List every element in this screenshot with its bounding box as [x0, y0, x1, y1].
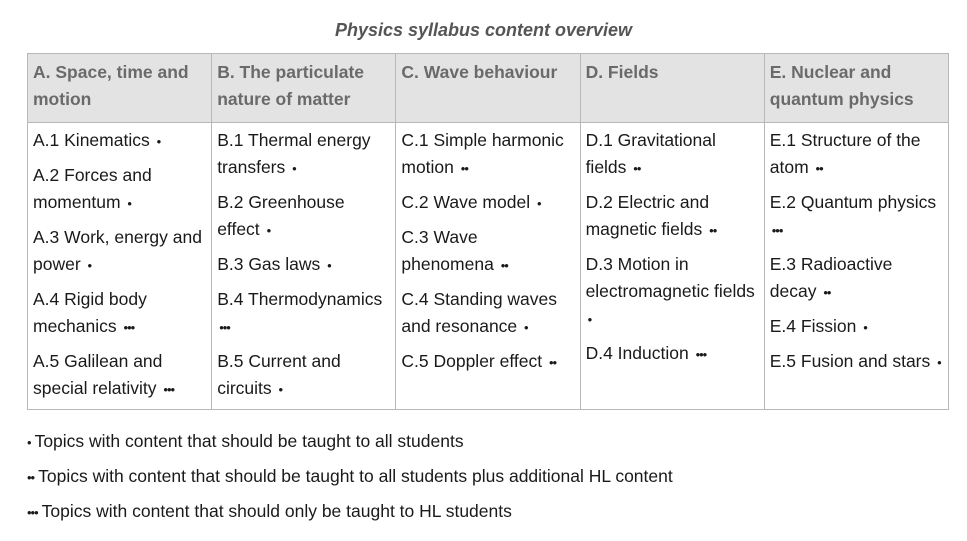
legend-marker: ••: [27, 470, 35, 485]
topic-level-marker: •••: [219, 320, 230, 335]
topic-label: B.5 Current and circuits: [217, 351, 341, 398]
topic-level-marker: •: [327, 258, 331, 273]
column-header: D. Fields: [580, 54, 764, 123]
topic-level-marker: •: [587, 312, 592, 327]
topics-row: [28, 123, 949, 410]
topic-label: B.4 Thermodynamics: [217, 289, 383, 309]
topic-label: C.2 Wave model: [401, 192, 531, 212]
topic-level-marker: •: [536, 196, 541, 211]
topic-cell-d: [580, 123, 764, 410]
topic-level-marker: ••: [815, 161, 823, 176]
topic-level-marker: •: [292, 161, 296, 176]
topic-level-marker: •••: [163, 382, 175, 397]
legend-item-hl-only: [27, 498, 673, 533]
topic-label: D.1 Gravitational fields: [585, 130, 716, 177]
topic-label: B.1 Thermal energy transfers: [217, 130, 371, 177]
topic-item: [401, 189, 574, 217]
topic-label: C.5 Doppler effect: [401, 351, 543, 371]
topic-level-marker: •: [278, 382, 283, 397]
legend-text: Topics with content that should be taught to all students plus additional HL content: [38, 466, 673, 486]
topic-item: [217, 286, 390, 341]
topic-item: [33, 224, 206, 279]
legend-item-sl-plus-hl: [27, 463, 673, 498]
topic-level-marker: ••: [500, 258, 508, 273]
topic-item: [770, 251, 943, 306]
topic-item: [401, 127, 574, 182]
legend-item-sl-hl: [27, 428, 673, 463]
topic-cell-e: [764, 123, 948, 410]
topic-label: D.3 Motion in electromagnetic fields: [585, 254, 755, 301]
topic-label: C.4 Standing waves and resonance: [401, 289, 558, 336]
topic-level-marker: ••: [548, 355, 557, 370]
topic-level-marker: ••: [823, 285, 831, 300]
topic-level-marker: •••: [695, 347, 707, 362]
topic-item: [586, 127, 759, 182]
topic-label: C.3 Wave phenomena: [401, 227, 494, 274]
topic-level-marker: •: [937, 355, 941, 370]
topic-cell-a: [28, 123, 212, 410]
topic-item: [217, 189, 390, 244]
column-header: C. Wave behaviour: [396, 54, 580, 123]
header-row: [28, 54, 949, 123]
topic-level-marker: ••: [633, 161, 641, 176]
topic-item: [770, 189, 943, 244]
topic-item: [401, 224, 574, 279]
topic-item: [33, 162, 206, 217]
topic-cell-c: [396, 123, 580, 410]
topic-label: A.1 Kinematics: [33, 130, 150, 150]
legend-marker: •: [27, 435, 31, 450]
topic-item: [33, 348, 206, 403]
topic-item: [586, 189, 759, 244]
topic-label: B.3 Gas laws: [217, 254, 321, 274]
topic-level-marker: ••: [709, 223, 717, 238]
page-title: Physics syllabus content overview: [334, 20, 633, 40]
topic-item: [770, 348, 943, 376]
syllabus-table: [27, 53, 949, 410]
column-header: A. Space, time and motion: [28, 54, 212, 123]
topic-item: [217, 127, 390, 182]
topic-item: [217, 251, 390, 279]
topic-label: A.2 Forces and momentum: [33, 165, 152, 212]
topic-level-marker: •••: [123, 320, 135, 335]
topic-level-marker: •: [87, 258, 92, 273]
topic-item: [33, 127, 206, 155]
legend-text: Topics with content that should only be taught to HL students: [41, 501, 512, 521]
topic-item: [33, 286, 206, 341]
topic-label: E.5 Fusion and stars: [769, 351, 931, 371]
topic-label: B.2 Greenhouse effect: [217, 192, 345, 239]
column-header: E. Nuclear and quantum physics: [764, 54, 948, 123]
topic-level-marker: •: [524, 320, 528, 335]
topic-item: [770, 127, 943, 182]
topic-item: [401, 348, 574, 376]
topic-item: [770, 313, 943, 341]
topic-label: C.1 Simple harmonic motion: [401, 130, 564, 177]
topic-item: [586, 340, 759, 368]
topic-label: D.2 Electric and magnetic fields: [585, 192, 710, 239]
topic-level-marker: •: [266, 223, 271, 238]
topic-level-marker: •: [863, 320, 867, 335]
topic-label: A.3 Work, energy and power: [33, 227, 202, 274]
topic-label: A.4 Rigid body mechanics: [33, 289, 147, 336]
topic-label: D.4 Induction: [585, 343, 689, 363]
topic-cell-b: [212, 123, 396, 410]
topic-label: E.4 Fission: [769, 316, 857, 336]
topic-item: [401, 286, 574, 341]
topic-label: A.5 Galilean and special relativity: [33, 351, 163, 398]
topic-label: E.3 Radioactive decay: [769, 254, 893, 301]
topic-level-marker: ••: [460, 161, 468, 176]
topic-label: E.1 Structure of the atom: [769, 130, 921, 177]
legend-marker: •••: [27, 505, 38, 520]
topic-label: E.2 Quantum physics: [769, 192, 937, 212]
topic-level-marker: •: [127, 196, 131, 211]
legend: [27, 428, 673, 533]
legend-text: Topics with content that should be taught to all students: [34, 431, 464, 451]
topic-level-marker: •••: [771, 223, 783, 238]
topic-level-marker: •: [156, 134, 161, 149]
topic-item: [586, 251, 759, 333]
topic-item: [217, 348, 390, 403]
column-header: B. The particulate nature of matter: [212, 54, 396, 123]
